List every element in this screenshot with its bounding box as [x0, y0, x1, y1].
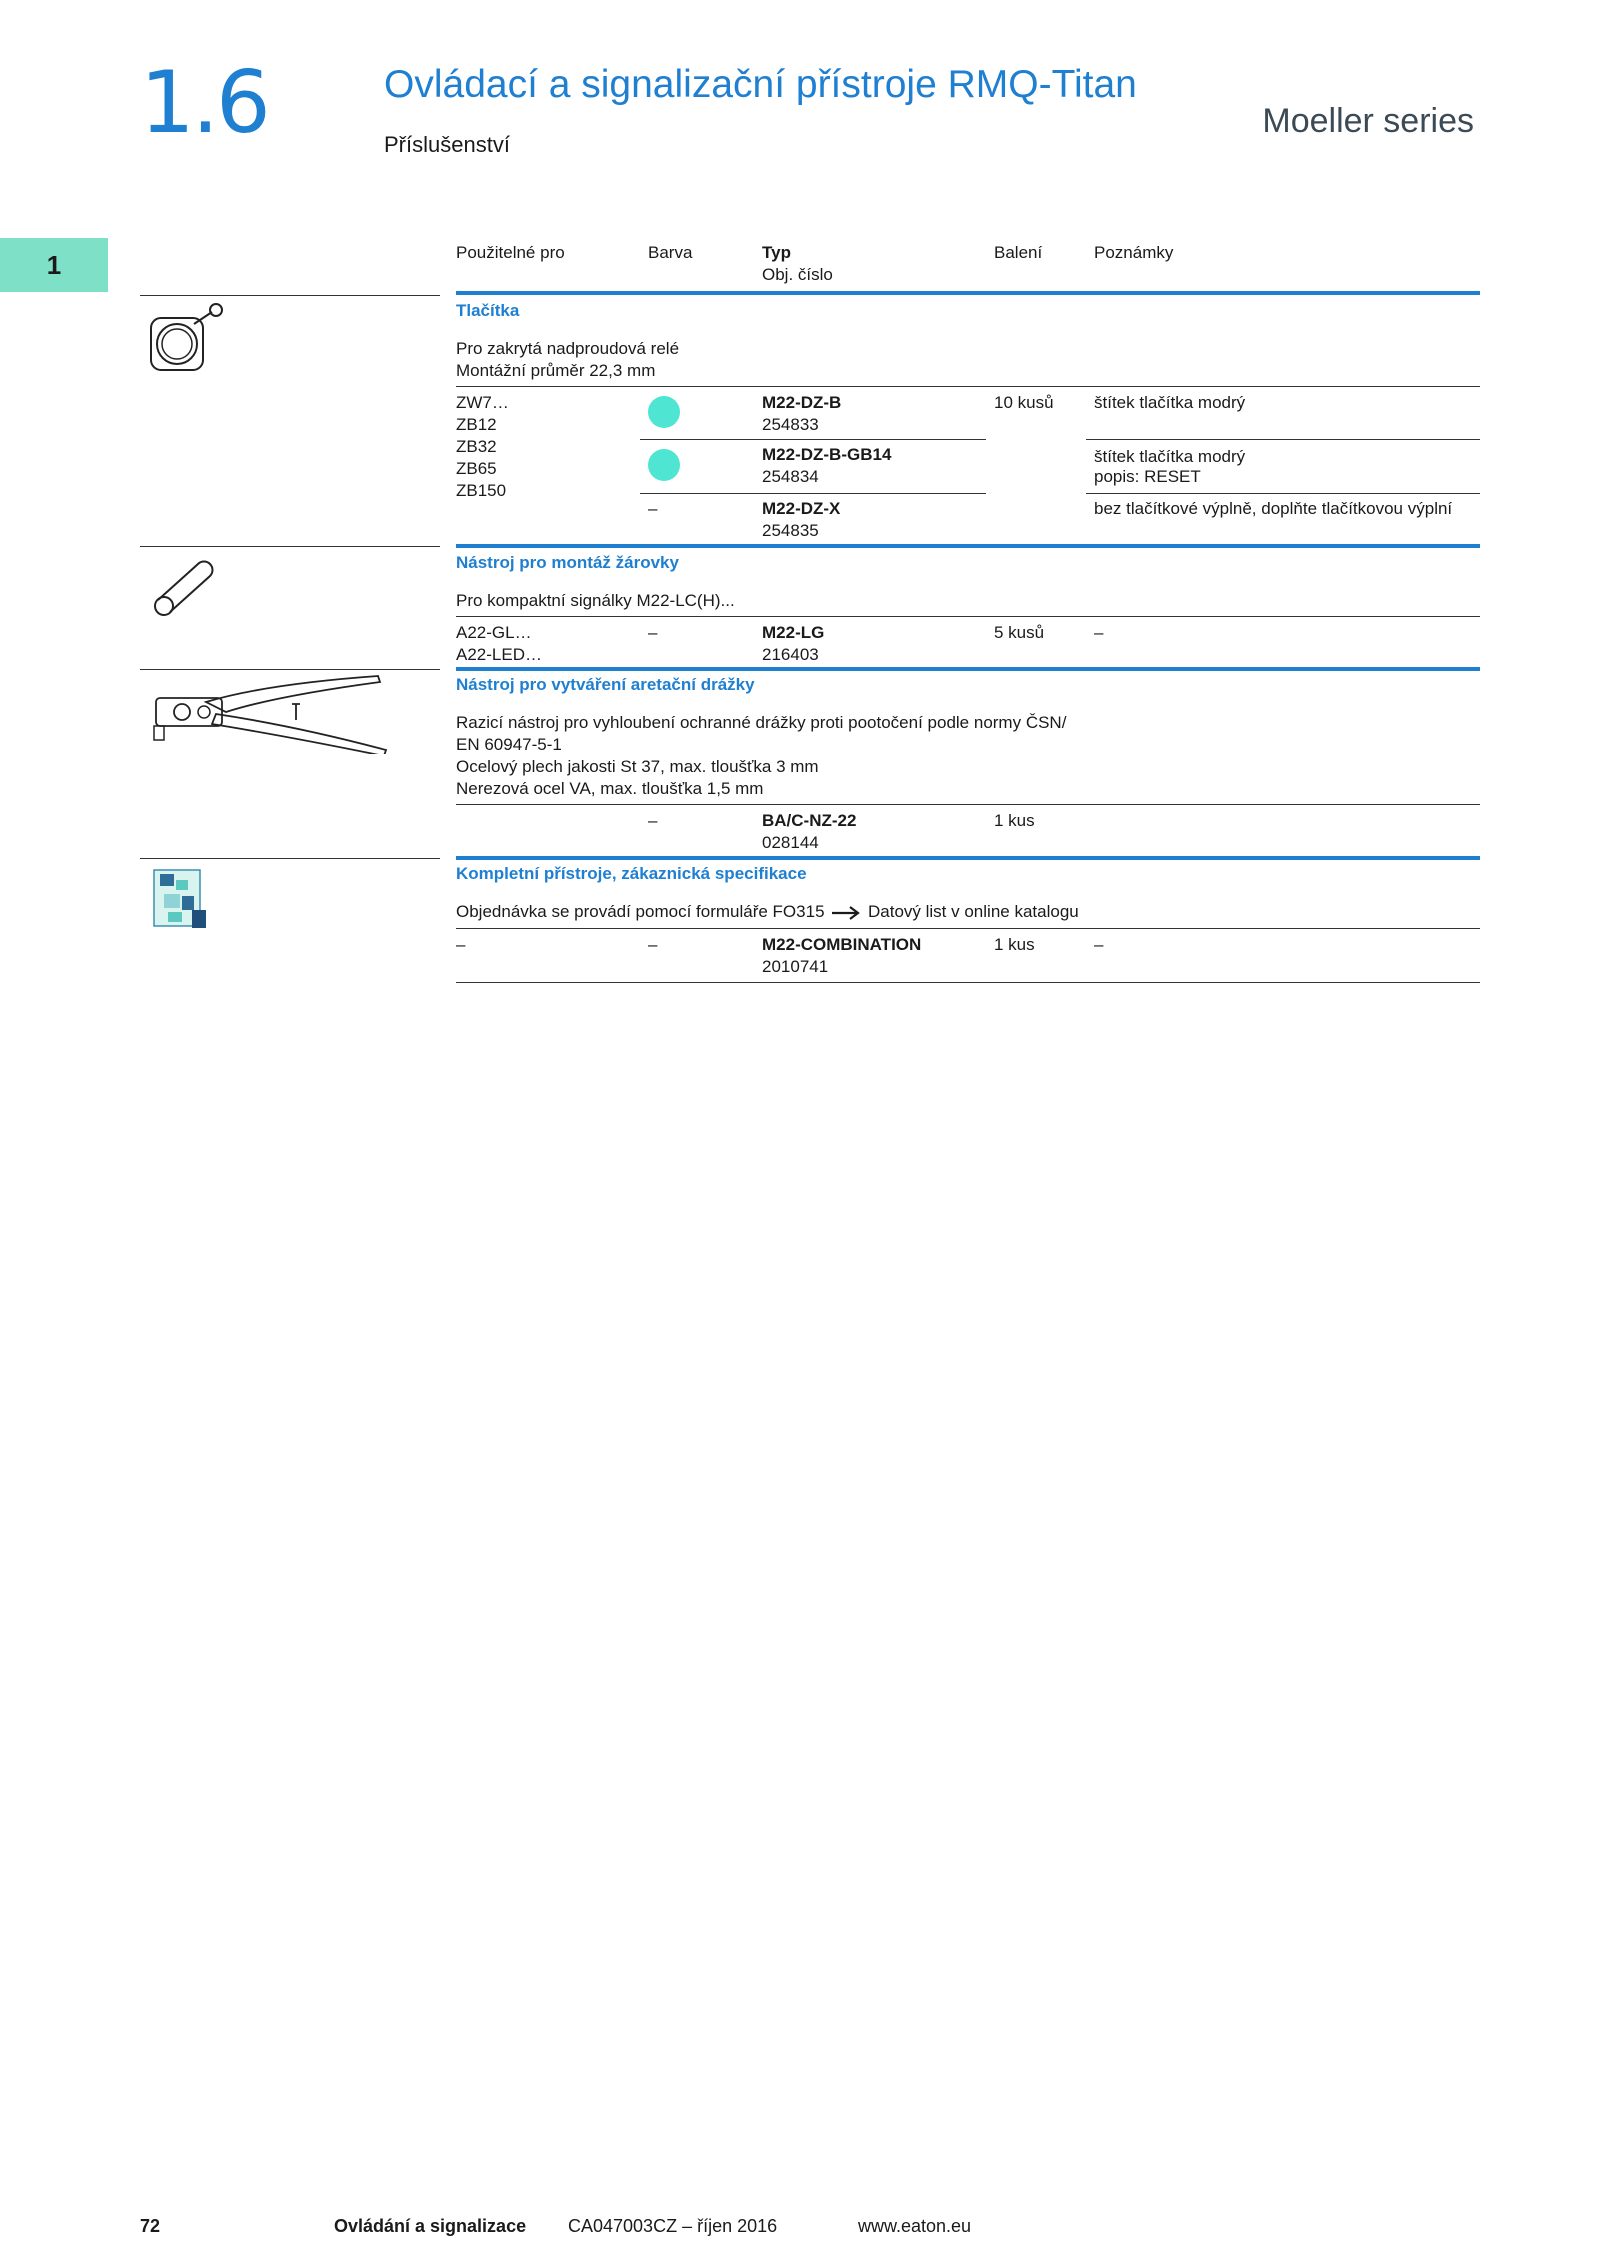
complete-used-for: –	[456, 935, 466, 954]
complete-order: 2010741	[762, 957, 829, 976]
section-rule	[456, 667, 1480, 671]
buttons-used-for-4: ZB150	[456, 481, 507, 500]
section-number: 1.6	[140, 53, 268, 153]
header-rule	[456, 291, 1480, 295]
buttons-used-for-1: ZB12	[456, 415, 497, 434]
series-label: Moeller series	[1262, 102, 1474, 140]
arrow-right-icon	[831, 906, 861, 920]
buttons-used-for-0: ZW7…	[456, 393, 509, 412]
buttons-row1-order: 254834	[762, 467, 819, 486]
complete-type: M22-COMBINATION	[762, 935, 922, 954]
buttons-row0-note: štítek tlačítka modrý	[1094, 393, 1246, 412]
bulb-tool-image	[146, 552, 226, 622]
page-subtitle: Příslušenství	[384, 132, 510, 157]
buttons-row2-note: bez tlačítkové výplně, doplňte tlačítkovou výplní	[1094, 499, 1453, 518]
groove-tool-type: BA/C-NZ-22	[762, 811, 857, 830]
buttons-row0-order: 254833	[762, 415, 819, 434]
row-divider	[640, 439, 986, 440]
footer-page-number: 72	[140, 2216, 161, 2236]
col-header-order-no: Obj. číslo	[762, 265, 833, 284]
bulb-tool-used-for-1: A22-LED…	[456, 645, 542, 664]
bulb-tool-desc: Pro kompaktní signálky M22-LC(H)...	[456, 591, 735, 610]
bulb-tool-color: –	[648, 623, 658, 642]
table-bottom-rule	[456, 982, 1480, 983]
groove-tool-color: –	[648, 811, 658, 830]
buttons-row2-color: –	[648, 499, 658, 518]
bulb-tool-pack: 5 kusů	[994, 623, 1045, 642]
configurator-icon	[152, 866, 214, 932]
bulb-tool-note: –	[1094, 623, 1104, 642]
buttons-row1-type: M22-DZ-B-GB14	[762, 445, 892, 464]
bulb-tool-order: 216403	[762, 645, 819, 664]
row-divider	[456, 616, 1480, 617]
section-rule	[456, 544, 1480, 548]
complete-pack: 1 kus	[994, 935, 1035, 954]
complete-desc-text: Objednávka se provádí pomocí formuláře FO315	[456, 902, 825, 921]
footer-url[interactable]: www.eaton.eu	[858, 2216, 972, 2236]
col-header-used-for: Použitelné pro	[456, 243, 565, 262]
row-divider	[1086, 439, 1480, 440]
col-header-notes: Poznámky	[1094, 243, 1174, 262]
groove-tool-pack: 1 kus	[994, 811, 1035, 830]
buttons-row1-note2: popis: RESET	[1094, 467, 1201, 486]
image-divider	[140, 546, 440, 547]
page-title: Ovládací a signalizační přístroje RMQ-Titan	[384, 63, 1137, 106]
button-cover-image	[146, 300, 236, 378]
bulb-tool-type: M22-LG	[762, 623, 825, 642]
complete-note: –	[1094, 935, 1104, 954]
buttons-row0-type: M22-DZ-B	[762, 393, 842, 412]
chapter-tab[interactable]	[0, 238, 108, 292]
complete-color: –	[648, 935, 658, 954]
col-header-color: Barva	[648, 243, 693, 262]
row-divider	[456, 804, 1480, 805]
col-header-type: Typ	[762, 243, 791, 262]
buttons-row0-pack: 10 kusů	[994, 393, 1054, 412]
chapter-tab-label: 1	[46, 249, 62, 280]
image-divider	[140, 669, 440, 670]
buttons-row2-order: 254835	[762, 521, 819, 540]
section-rule	[456, 856, 1480, 860]
section-heading-buttons: Tlačítka	[456, 301, 520, 320]
image-divider	[140, 295, 440, 296]
buttons-desc-2: Montážní průměr 22,3 mm	[456, 361, 656, 380]
section-heading-groove-tool: Nástroj pro vytváření aretační drážky	[456, 675, 755, 694]
complete-desc	[456, 901, 1079, 923]
footer-title: Ovládání a signalizace	[334, 2216, 527, 2236]
col-header-pack: Balení	[994, 243, 1043, 262]
buttons-row1-note1: štítek tlačítka modrý	[1094, 447, 1246, 466]
section-heading-complete: Kompletní přístroje, zákaznická specifikace	[456, 864, 807, 883]
color-swatch-blue	[648, 449, 680, 481]
footer-catalog: CA047003CZ – říjen 2016	[568, 2216, 778, 2236]
groove-tool-desc-1: Razicí nástroj pro vyhloubení ochranné drážky proti pootočení podle normy ČSN/	[456, 713, 1067, 732]
row-divider	[640, 493, 986, 494]
image-divider	[140, 858, 440, 859]
row-divider	[456, 386, 1480, 387]
groove-tool-desc-2: EN 60947-5-1	[456, 735, 562, 754]
groove-tool-desc-4: Nerezová ocel VA, max. tloušťka 1,5 mm	[456, 779, 764, 798]
groove-tool-image	[146, 674, 396, 754]
row-divider	[1086, 493, 1480, 494]
section-heading-bulb-tool: Nástroj pro montáž žárovky	[456, 553, 679, 572]
buttons-row2-type: M22-DZ-X	[762, 499, 841, 518]
groove-tool-order: 028144	[762, 833, 819, 852]
bulb-tool-used-for-0: A22-GL…	[456, 623, 532, 642]
color-swatch-blue	[648, 396, 680, 428]
buttons-used-for-3: ZB65	[456, 459, 497, 478]
groove-tool-desc-3: Ocelový plech jakosti St 37, max. tloušťka 3 mm	[456, 757, 819, 776]
buttons-used-for-2: ZB32	[456, 437, 497, 456]
buttons-desc-1: Pro zakrytá nadproudová relé	[456, 339, 680, 358]
datasheet-link[interactable]: Datový list v online katalogu	[868, 902, 1079, 921]
row-divider	[456, 928, 1480, 929]
